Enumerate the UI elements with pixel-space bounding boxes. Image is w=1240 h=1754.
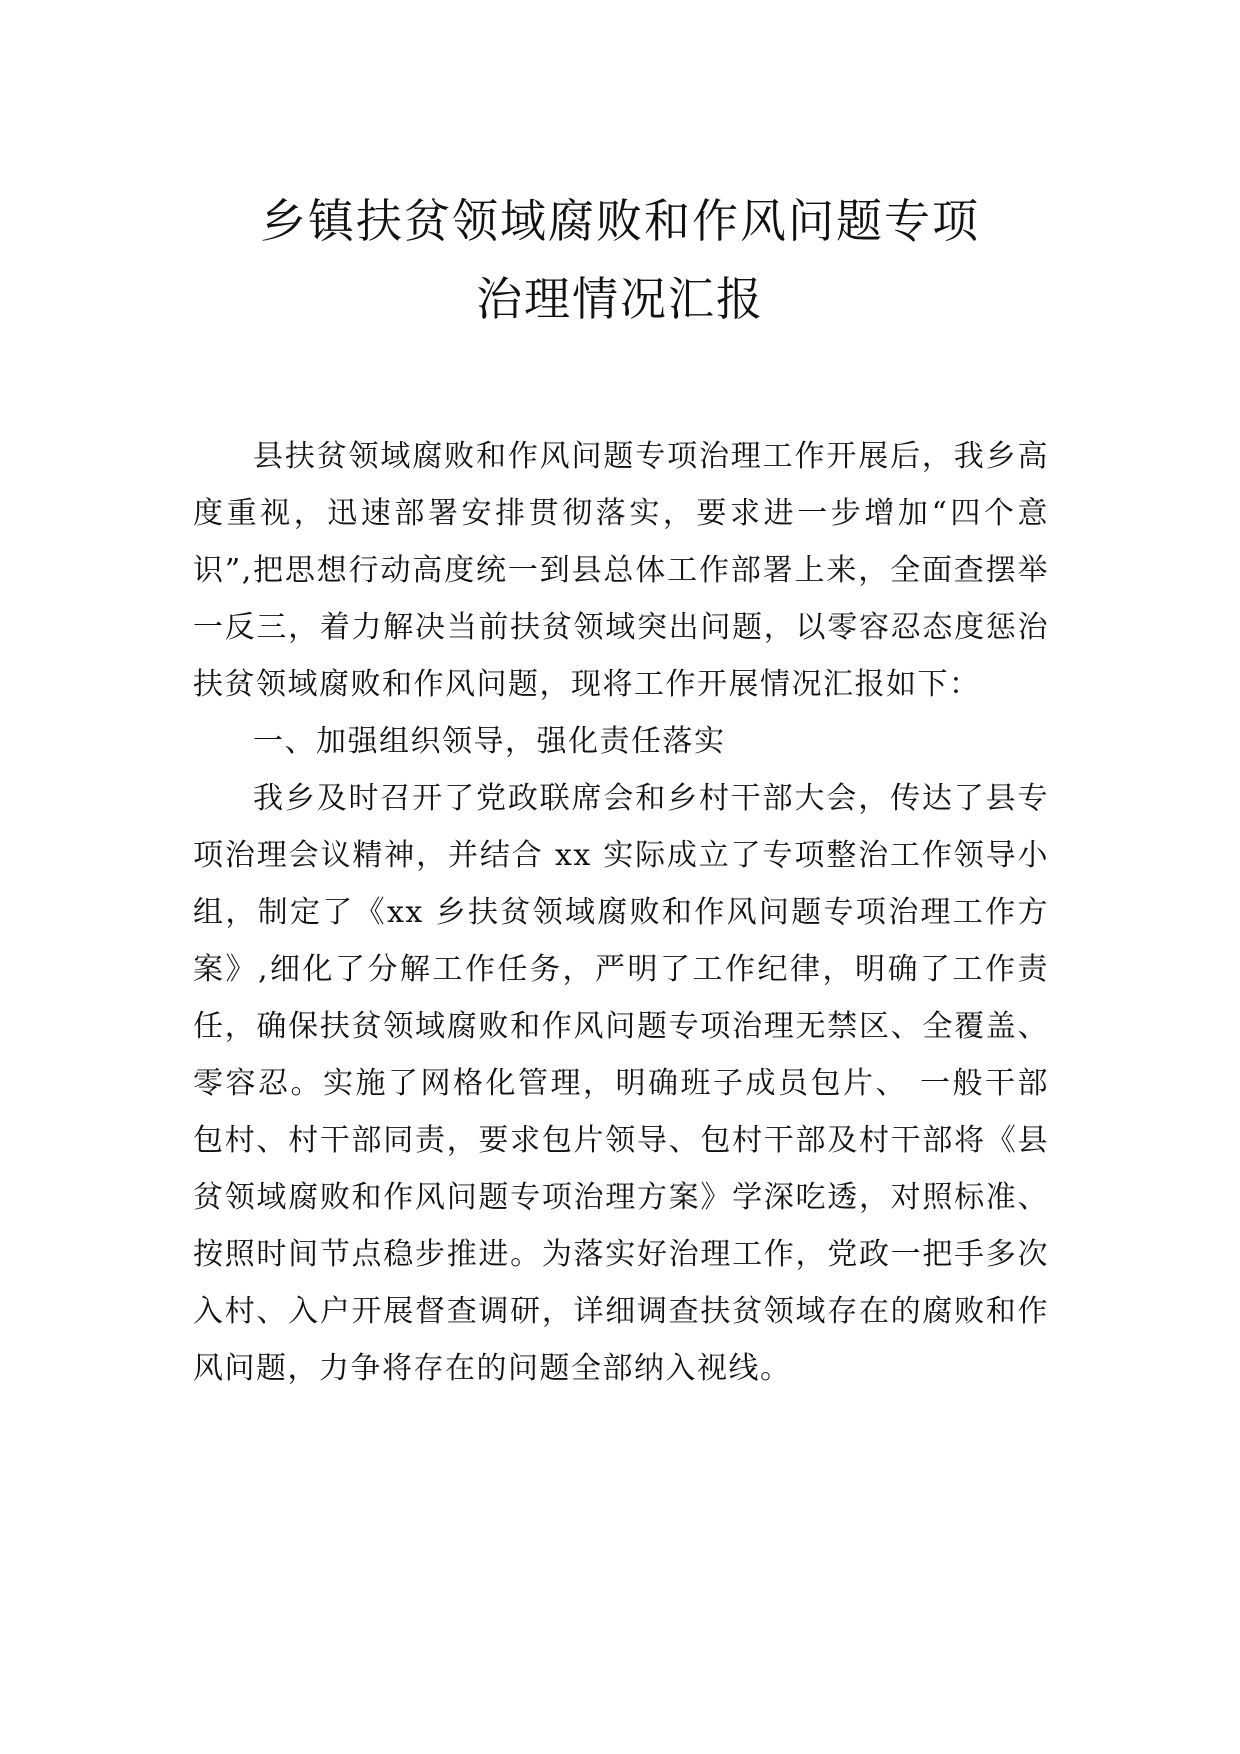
section-1-heading: 一、加强组织领导，强化责任落实 — [253, 724, 726, 759]
section-1-paragraph: 我乡及时召开了党政联席会和乡村干部大会，传达了县专项治理会议精神，并结合 xx 实际成立了专项整治工作领导小组，制定了《xx 乡扶贫领域腐败和作风问题专项治理工作方案》,细化了分解工作任务，严明了工作纪律，明确了工作责任，确保扶贫领域腐败和作风问题专项治理无禁区、全覆盖、零容忍。实施了网格化管理，明确班子成员包片、 一般干部包村、村干部同责，要求包片领导、包村干部及村干部将《县贫领域腐败和作风问题专项治理方案》学深吃透，对照标准、按照时间节点稳步推进。为落实好治理工作，党政一把手多次入村、入户开展督查调研，详细调查扶贫领域存在的腐败和作风问题，力争将存在的问题全部纳入视线。 — [193, 781, 1049, 1386]
intro-paragraph: 县扶贫领域腐败和作风问题专项治理工作开展后，我乡高度重视，迅速部署安排贯彻落实，要求进一步增加“四个意识”,把思想行动高度统一到县总体工作部署上来，全面查摆举一反三，着力解决当前扶贫领域突出问题，以零容忍态度惩治扶贫领域腐败和作风问题，现将工作开展情况汇报如下： — [193, 439, 1049, 702]
title-line-1: 乡镇扶贫领域腐败和作风问题专项 — [260, 194, 980, 248]
title-line-2: 治理情况汇报 — [476, 272, 764, 326]
document-body — [193, 428, 1049, 1397]
document-title — [150, 182, 1090, 338]
